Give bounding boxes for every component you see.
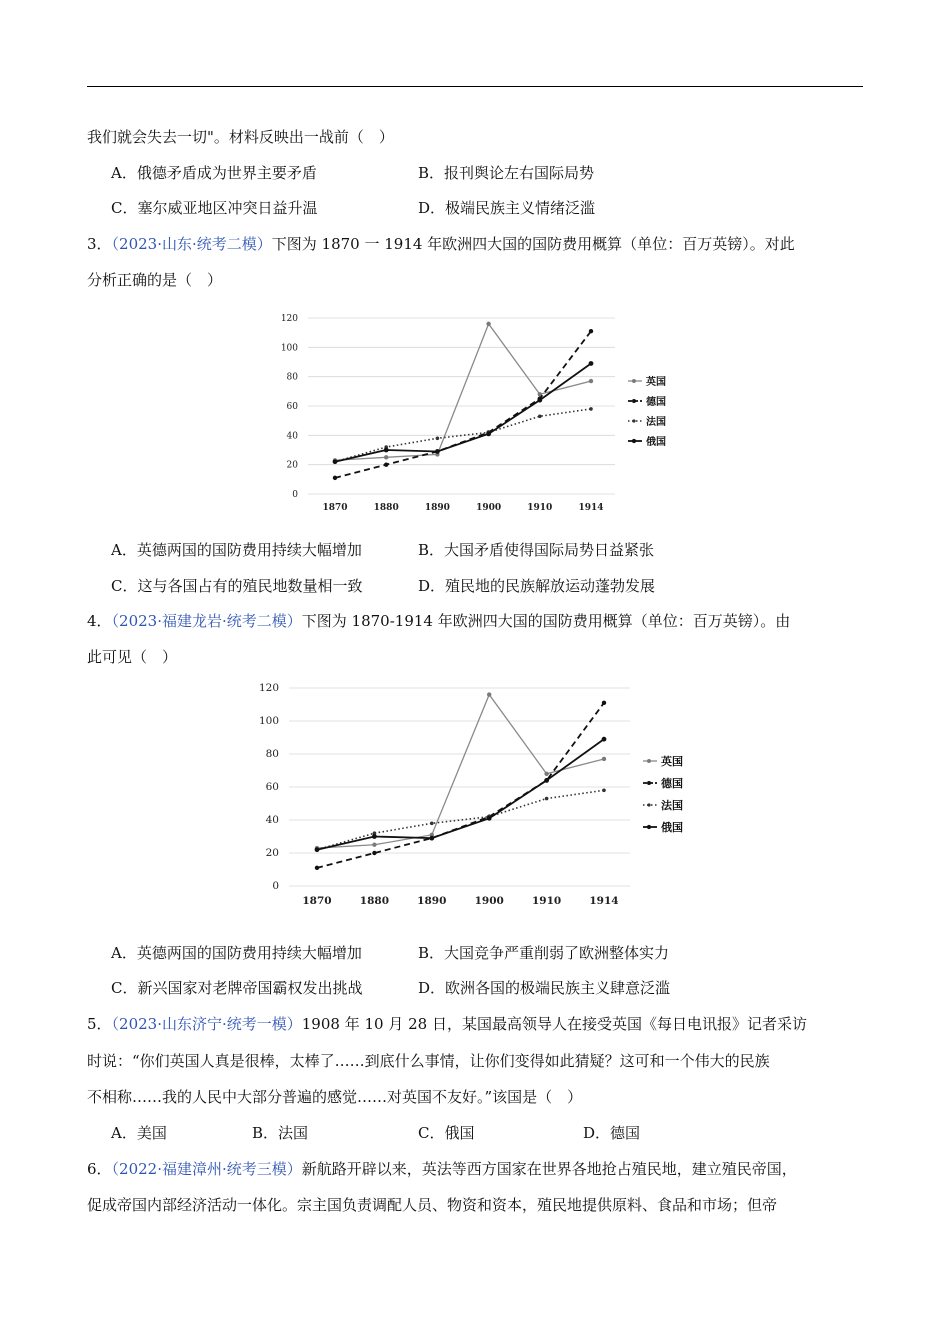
- x-tick-label: 1870: [302, 895, 332, 907]
- legend-marker: [632, 419, 635, 422]
- data-point: [372, 843, 376, 847]
- y-tick-label: 60: [286, 402, 298, 412]
- data-point: [487, 692, 491, 696]
- q2-option-b[interactable]: B．报刊舆论左右国际局势: [418, 164, 595, 182]
- legend-label: 俄国: [661, 821, 683, 834]
- data-point: [602, 737, 607, 742]
- data-point: [384, 455, 388, 459]
- q3-stem: [87, 234, 795, 254]
- data-point: [486, 431, 491, 436]
- legend-label: 法国: [661, 799, 683, 812]
- legend-marker: [647, 803, 650, 806]
- q5-stem-c: 不相称……我的人民中大部分普遍的感觉……对英国不友好。”该国是（ ）: [87, 1088, 583, 1106]
- legend-marker: [647, 759, 651, 763]
- data-point: [602, 789, 606, 793]
- series-line-3: [335, 363, 591, 461]
- x-tick-label: 1914: [589, 895, 619, 907]
- q5-source: （2023·山东济宁·统考一模）: [111, 1015, 302, 1033]
- data-point: [429, 836, 434, 841]
- y-tick-label: 20: [286, 460, 298, 471]
- legend-marker: [647, 781, 651, 785]
- y-tick-label: 60: [265, 781, 279, 793]
- q5-option-b[interactable]: B．法国: [252, 1124, 309, 1142]
- data-point: [545, 797, 549, 801]
- y-tick-label: 120: [258, 682, 279, 694]
- y-tick-label: 40: [265, 814, 279, 826]
- q6-stem-a: 新航路开辟以来，英法等西方国家在世界各地抢占殖民地，建立殖民帝国，: [301, 1160, 797, 1178]
- q4-number: 4．: [87, 612, 112, 630]
- data-point: [372, 834, 377, 839]
- q5-number: 5．: [87, 1015, 112, 1033]
- y-tick-label: 80: [265, 748, 279, 760]
- q3-option-a[interactable]: A．英德两国的国防费用持续大幅增加: [111, 541, 362, 559]
- q4-option-c[interactable]: C．新兴国家对老牌帝国霸权发出挑战: [111, 979, 363, 997]
- q4-option-d[interactable]: D．欧洲各国的极端民族主义肆意泛滥: [418, 979, 671, 997]
- q5-option-c[interactable]: C．俄国: [418, 1124, 475, 1142]
- data-point: [589, 361, 594, 366]
- x-tick-label: 1900: [474, 895, 504, 907]
- x-tick-label: 1880: [373, 503, 399, 513]
- q3-stem-a: 下图为 1870 一 1914 年欧洲四大国的国防费用概算（单位：百万英镑）。对此: [271, 235, 795, 253]
- q6-source: （2022·福建漳州·统考三模）: [111, 1160, 302, 1178]
- data-point: [372, 851, 376, 855]
- legend-marker: [632, 439, 636, 443]
- legend-label: 德国: [661, 777, 683, 790]
- q3-stem-b: 分析正确的是（ ）: [87, 271, 223, 289]
- q4-stem-a: 下图为 1870-1914 年欧洲四大国的国防费用概算（单位：百万英镑）。由: [301, 612, 791, 630]
- series-line-0: [317, 695, 604, 848]
- q2-option-a[interactable]: A．俄德矛盾成为世界主要矛盾: [111, 164, 317, 182]
- data-point: [436, 436, 440, 440]
- q2-stem-tail: 我们就会失去一切"。材料反映出一战前（ ）: [87, 128, 394, 146]
- data-point: [384, 462, 388, 466]
- y-tick-label: 100: [258, 715, 279, 727]
- x-tick-label: 1900: [476, 503, 502, 513]
- q6-number: 6．: [87, 1160, 112, 1178]
- legend-label: 英国: [661, 755, 683, 768]
- q4-stem: [87, 611, 790, 631]
- q6-stem-b: 促成帝国内部经济活动一体化。宗主国负责调配人员、物资和资本，殖民地提供原料、食品和市场；但帝: [87, 1196, 778, 1214]
- data-point: [589, 407, 593, 411]
- data-point: [435, 449, 440, 454]
- data-point: [430, 822, 434, 826]
- q4-stem-b: 此可见（ ）: [87, 648, 178, 666]
- y-tick-label: 0: [272, 880, 279, 892]
- q6-stem: [87, 1159, 797, 1179]
- x-tick-label: 1870: [322, 503, 348, 513]
- data-point: [537, 398, 542, 403]
- q5-stem: [87, 1014, 807, 1034]
- series-line-1: [335, 331, 591, 478]
- x-tick-label: 1880: [359, 895, 390, 907]
- q3-line-chart: [270, 305, 680, 520]
- q5-stem-b: 时说：“你们英国人真是很棒，太棒了……到底什么事情，让你们变得如此猜疑？这可和一个伟大的民族: [87, 1052, 770, 1070]
- q4-option-b[interactable]: B．大国竞争严重削弱了欧洲整体实力: [418, 944, 670, 962]
- legend-label: 俄国: [646, 437, 666, 448]
- legend-label: 法国: [646, 417, 666, 428]
- legend-marker: [647, 825, 651, 829]
- data-point: [384, 448, 389, 453]
- data-point: [486, 322, 490, 326]
- x-tick-label: 1910: [527, 503, 553, 513]
- x-tick-label: 1910: [531, 895, 562, 907]
- q3-source: （2023·山东·统考二模）: [111, 235, 272, 253]
- data-point: [602, 757, 606, 761]
- data-point: [333, 476, 337, 480]
- x-tick-label: 1914: [578, 503, 604, 513]
- y-tick-label: 0: [292, 490, 298, 500]
- x-tick-label: 1890: [424, 503, 450, 513]
- q5-option-d[interactable]: D．德国: [583, 1124, 641, 1142]
- legend-label: 英国: [646, 377, 666, 388]
- data-point: [315, 847, 320, 852]
- q3-option-c[interactable]: C．这与各国占有的殖民地数量相一致: [111, 577, 363, 595]
- q5-stem-a: 1908 年 10 月 28 日，某国最高领导人在接受英国《每日电讯报》记者采访: [301, 1015, 807, 1033]
- data-point: [487, 816, 492, 821]
- q2-option-c[interactable]: C．塞尔威亚地区冲突日益升温: [111, 199, 318, 217]
- q3-option-b[interactable]: B．大国矛盾使得国际局势日益紧张: [418, 541, 655, 559]
- y-tick-label: 80: [286, 372, 298, 383]
- legend-marker: [632, 399, 636, 403]
- legend-label: 德国: [646, 397, 666, 408]
- data-point: [589, 329, 593, 333]
- y-tick-label: 20: [265, 847, 279, 859]
- legend-marker: [632, 379, 636, 383]
- data-point: [315, 866, 319, 870]
- q4-source: （2023·福建龙岩·统考二模）: [111, 612, 302, 630]
- series-line-3: [317, 739, 604, 850]
- series-line-1: [317, 703, 604, 868]
- y-tick-label: 40: [286, 431, 298, 442]
- q5-option-a[interactable]: A．美国: [111, 1124, 167, 1142]
- q3-number: 3．: [87, 235, 112, 253]
- y-tick-label: 120: [280, 314, 298, 324]
- q3-option-d[interactable]: D．殖民地的民族解放运动蓬勃发展: [418, 577, 656, 595]
- x-tick-label: 1890: [417, 895, 447, 907]
- data-point: [538, 414, 542, 418]
- q2-option-d[interactable]: D．极端民族主义情绪泛滥: [418, 199, 596, 217]
- data-point: [544, 778, 549, 783]
- data-point: [544, 772, 548, 776]
- y-tick-label: 100: [280, 343, 298, 354]
- data-point: [602, 701, 606, 705]
- header-rule: [87, 86, 863, 87]
- q4-option-a[interactable]: A．英德两国的国防费用持续大幅增加: [111, 944, 362, 962]
- data-point: [589, 379, 593, 383]
- data-point: [333, 459, 338, 464]
- q4-line-chart: [250, 676, 710, 916]
